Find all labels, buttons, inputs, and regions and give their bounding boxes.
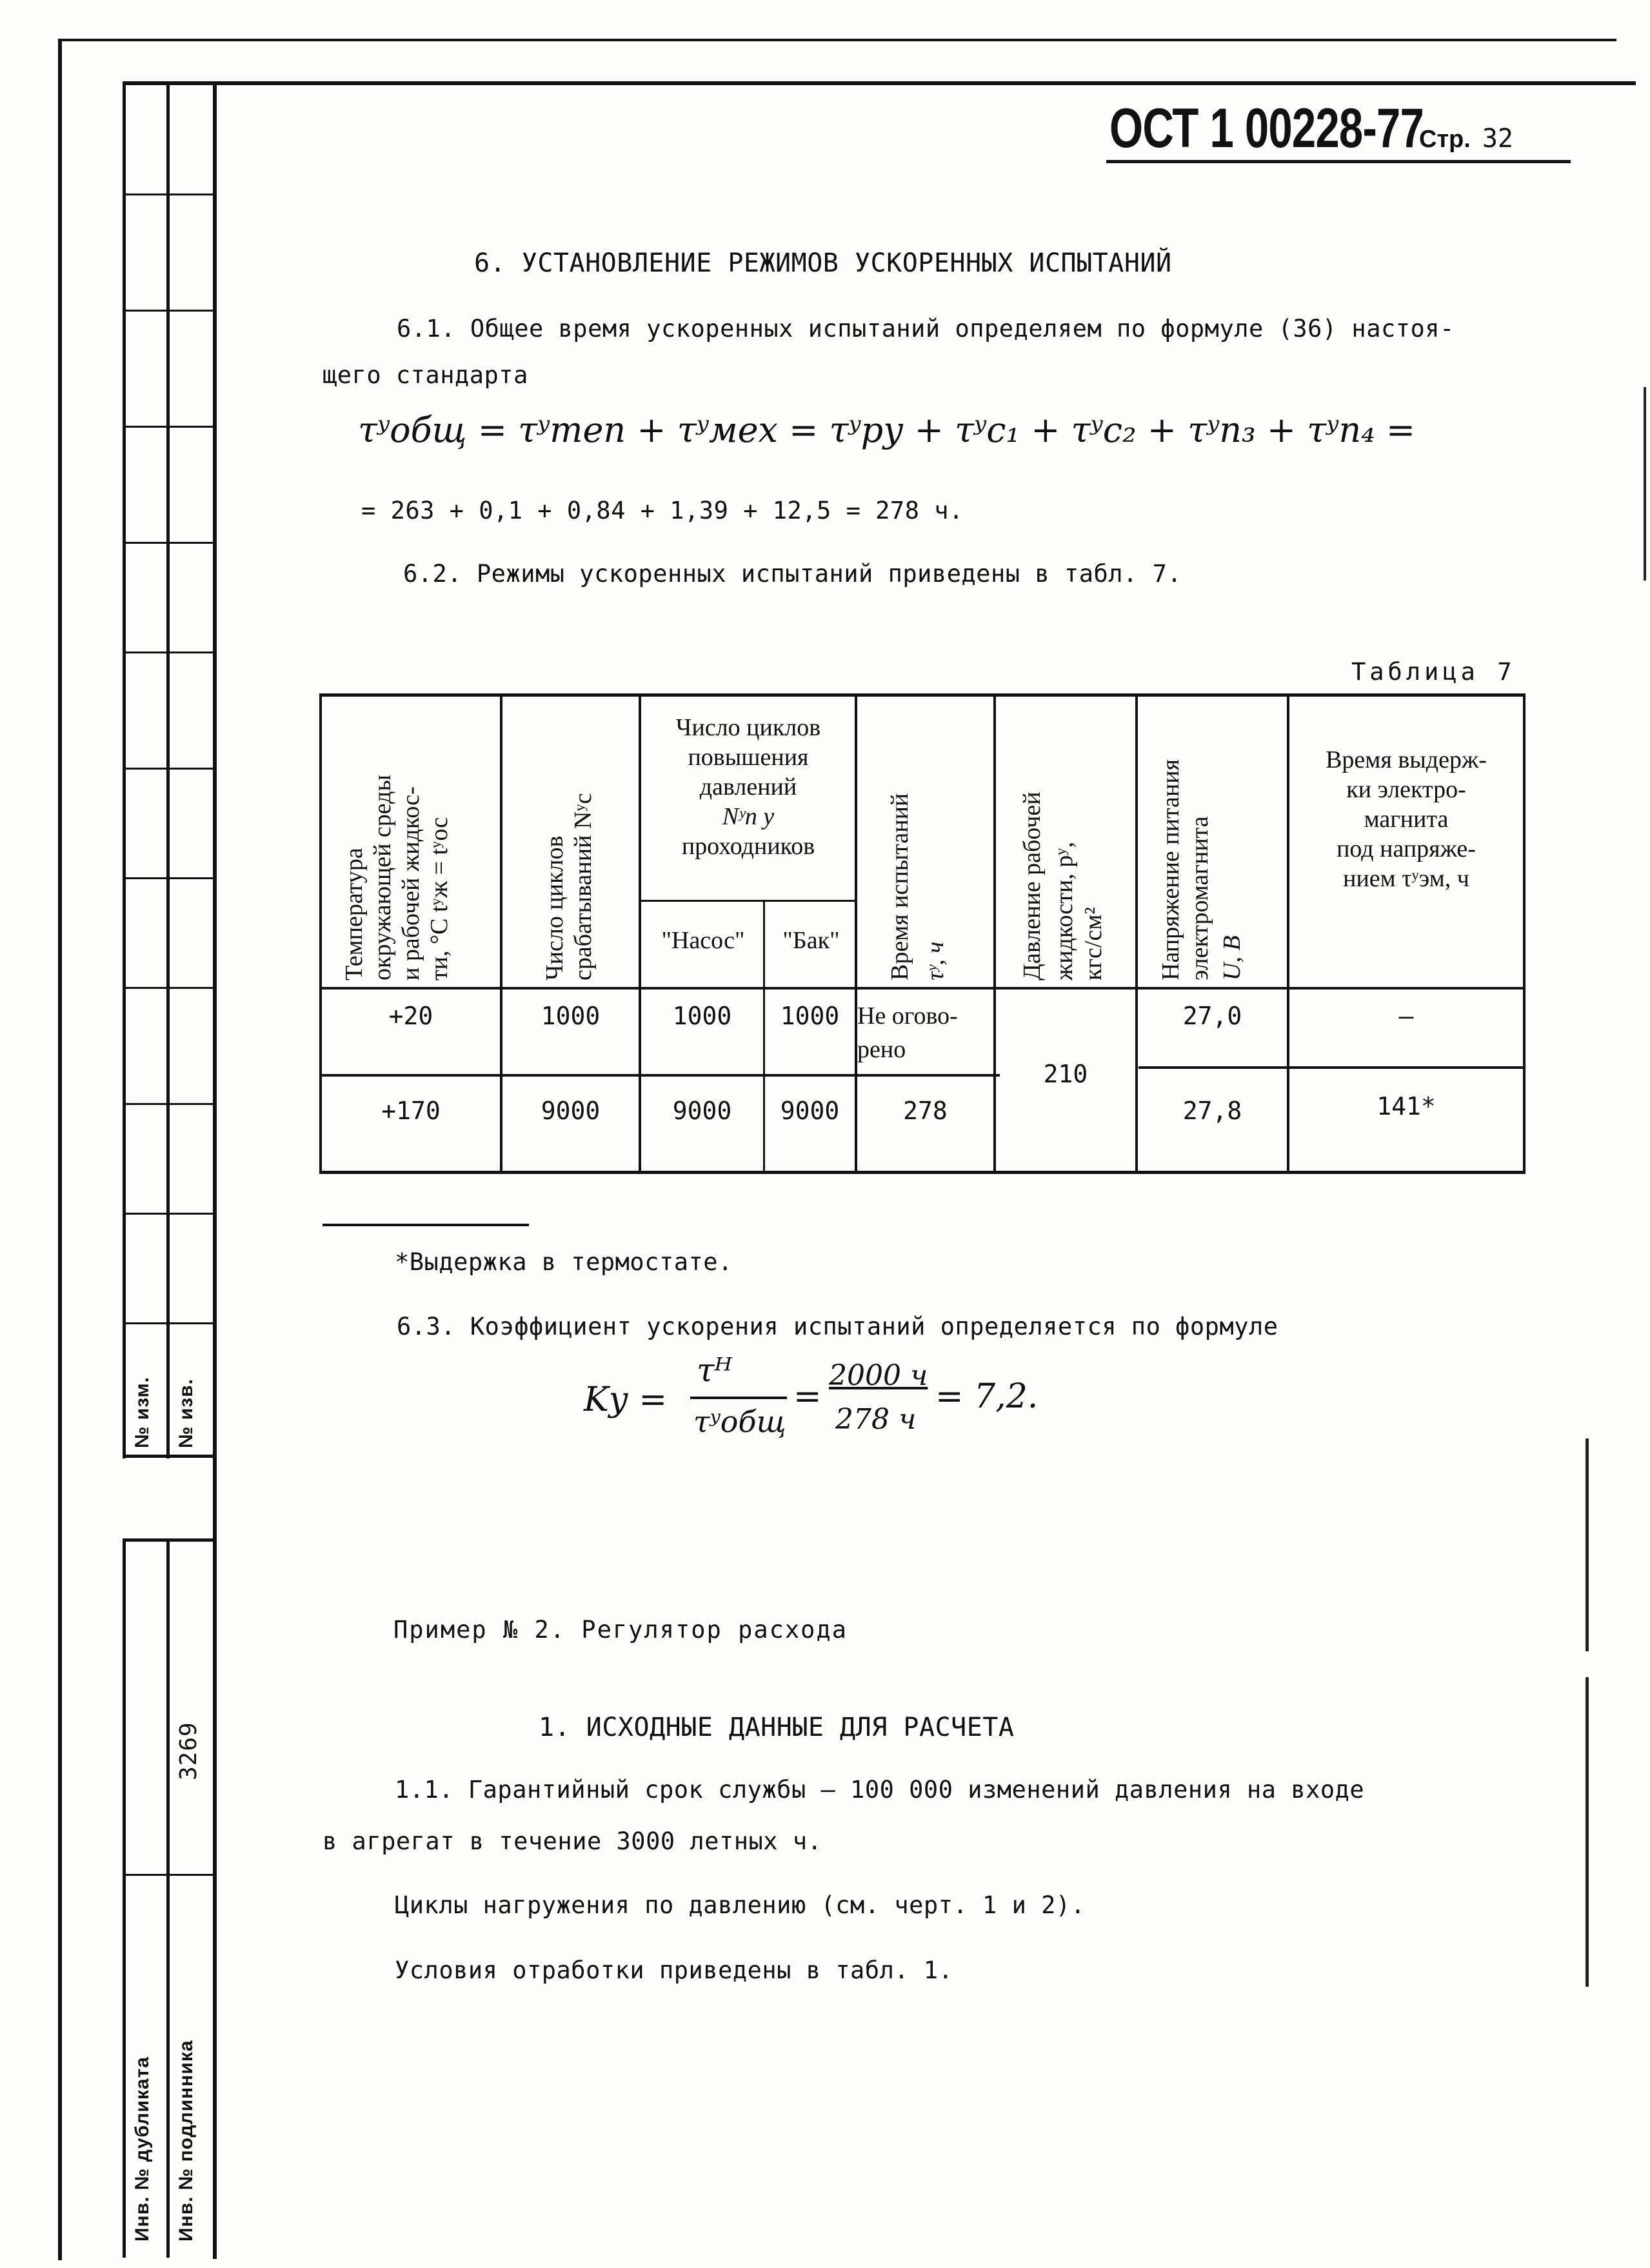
p61-line2: щего стандарта xyxy=(323,361,528,389)
formula2-den2: 278 ч xyxy=(835,1403,917,1436)
hdr-voltage-2: электромагнита xyxy=(1186,816,1213,980)
p11-line1: 1.1. Гарантийный срок службы – 100 000 изменений давления на входе xyxy=(395,1776,1365,1804)
r1-time-2: рено xyxy=(857,1036,906,1063)
table-caption: Таблица 7 xyxy=(1351,658,1516,686)
dubl-label: Инв. № дубликата xyxy=(132,2056,153,2242)
page-label: Стр. xyxy=(1419,126,1471,153)
formula2-frac1-line xyxy=(690,1397,787,1399)
hdr-cycles-2: срабатываний Nʸс xyxy=(570,793,597,980)
r2-voltage: 27,8 xyxy=(1182,1097,1242,1125)
doc-header xyxy=(1109,97,1513,161)
hdr-temp-4: ти, °С tʸж = tʸос xyxy=(426,817,453,980)
r1-voltage: 27,0 xyxy=(1182,1002,1242,1030)
hdr-pump: "Насос" xyxy=(661,927,745,954)
formula2-result: = 7,2. xyxy=(935,1377,1039,1416)
hdr-time-2: τʸ, ч xyxy=(922,941,949,980)
r1-tank: 1000 xyxy=(780,1002,840,1030)
r2-time: 278 xyxy=(903,1097,948,1125)
footnote-rule xyxy=(323,1224,529,1226)
r1-pump: 1000 xyxy=(672,1002,732,1030)
hdr-hold: Время выдерж- ки электро- магнита под напряже- нием τʸэм, ч xyxy=(1326,746,1487,892)
hdr-voltage-3: U, В xyxy=(1218,935,1246,980)
pressure-merged: 210 xyxy=(1043,1060,1088,1088)
hdr-temp-3: и рабочей жидкос- xyxy=(397,786,424,980)
right-edge-mark xyxy=(1585,1677,1589,1987)
footnote: *Выдержка в термостате. xyxy=(395,1248,733,1276)
r1-cycles: 1000 xyxy=(541,1002,601,1030)
hdr-voltage-1: Напряжение питания xyxy=(1157,759,1184,980)
hdr-tank: "Бак" xyxy=(782,927,840,954)
formula2-eq: = xyxy=(793,1377,822,1416)
hdr-cycles-1: Число циклов xyxy=(541,835,568,980)
hdr-time-1: Время испытаний xyxy=(886,793,913,980)
formula2-den1: τʸобщ xyxy=(693,1404,786,1439)
r1-time-1: Не огово- xyxy=(857,1002,958,1030)
right-edge-mark xyxy=(1644,387,1646,581)
r2-pump: 9000 xyxy=(672,1097,732,1125)
page-number: 32 xyxy=(1482,124,1513,154)
formula2 xyxy=(584,1351,1074,1467)
podl-number: 3269 xyxy=(175,1722,202,1780)
p63: 6.3. Коэффициент ускорения испытаний определяется по формуле xyxy=(397,1313,1278,1340)
doc-code: ОСТ 1 00228-77 xyxy=(1109,97,1424,159)
formula1-result: = 263 + 0,1 + 0,84 + 1,39 + 12,5 = 278 ч. xyxy=(361,497,964,524)
section6-title: 6. УСТАНОВЛЕНИЕ РЕЖИМОВ УСКОРЕННЫХ ИСПЫТАНИЙ xyxy=(474,248,1172,278)
formula2-num1: τᴴ xyxy=(697,1351,733,1389)
hdr-press-3: кгс/см² xyxy=(1080,907,1107,980)
izv-label: № изв. xyxy=(175,1378,197,1448)
hdr-press-2: жидкости, рʸ, xyxy=(1051,842,1078,980)
r2-tank: 9000 xyxy=(780,1097,840,1125)
r2-cycles: 9000 xyxy=(541,1097,601,1125)
formula2-num2: 2000 ч xyxy=(829,1359,928,1392)
izm-label: № изм. xyxy=(132,1377,153,1448)
hdr-temp-1: Температура xyxy=(341,848,368,980)
r1-hold: – xyxy=(1398,1002,1414,1030)
p-cycles: Циклы нагружения по давлению (см. черт. 1 и 2). xyxy=(395,1891,1086,1919)
formula1: τʸобщ = τʸтеп + τʸмех = τʸру + τʸс₁ + τʸс₂ + τʸп₃ + τʸп₄ = xyxy=(358,410,1416,450)
r2-hold: 141* xyxy=(1377,1092,1436,1120)
r1-temp: +20 xyxy=(388,1002,433,1030)
right-edge-mark xyxy=(1585,1438,1589,1651)
p61-line1: 6.1. Общее время ускоренных испытаний определяем по формуле (36) настоя- xyxy=(397,315,1455,343)
formula2-lhs: Kу = xyxy=(584,1380,668,1419)
p-cond: Условия отработки приведены в табл. 1. xyxy=(395,1956,953,1984)
podl-label: Инв. № подлинника xyxy=(175,2040,197,2242)
table-7 xyxy=(319,693,1526,1174)
section1-title: 1. ИСХОДНЫЕ ДАННЫЕ ДЛЯ РАСЧЕТА xyxy=(539,1713,1015,1742)
header-rule xyxy=(1106,160,1571,163)
hdr-press-1: Давление рабочей xyxy=(1019,791,1046,980)
p62: 6.2. Режимы ускоренных испытаний приведены в табл. 7. xyxy=(403,560,1182,588)
hdr-pressure-cycles: Число циклов повышения давлений Nʸп у проходников xyxy=(675,714,821,860)
r2-temp: +170 xyxy=(381,1097,441,1125)
hdr-temp-2: окружающей среды xyxy=(369,774,396,980)
p11-line2: в агрегат в течение 3000 летных ч. xyxy=(323,1827,822,1855)
example2-title: Пример № 2. Регулятор расхода xyxy=(393,1616,848,1644)
